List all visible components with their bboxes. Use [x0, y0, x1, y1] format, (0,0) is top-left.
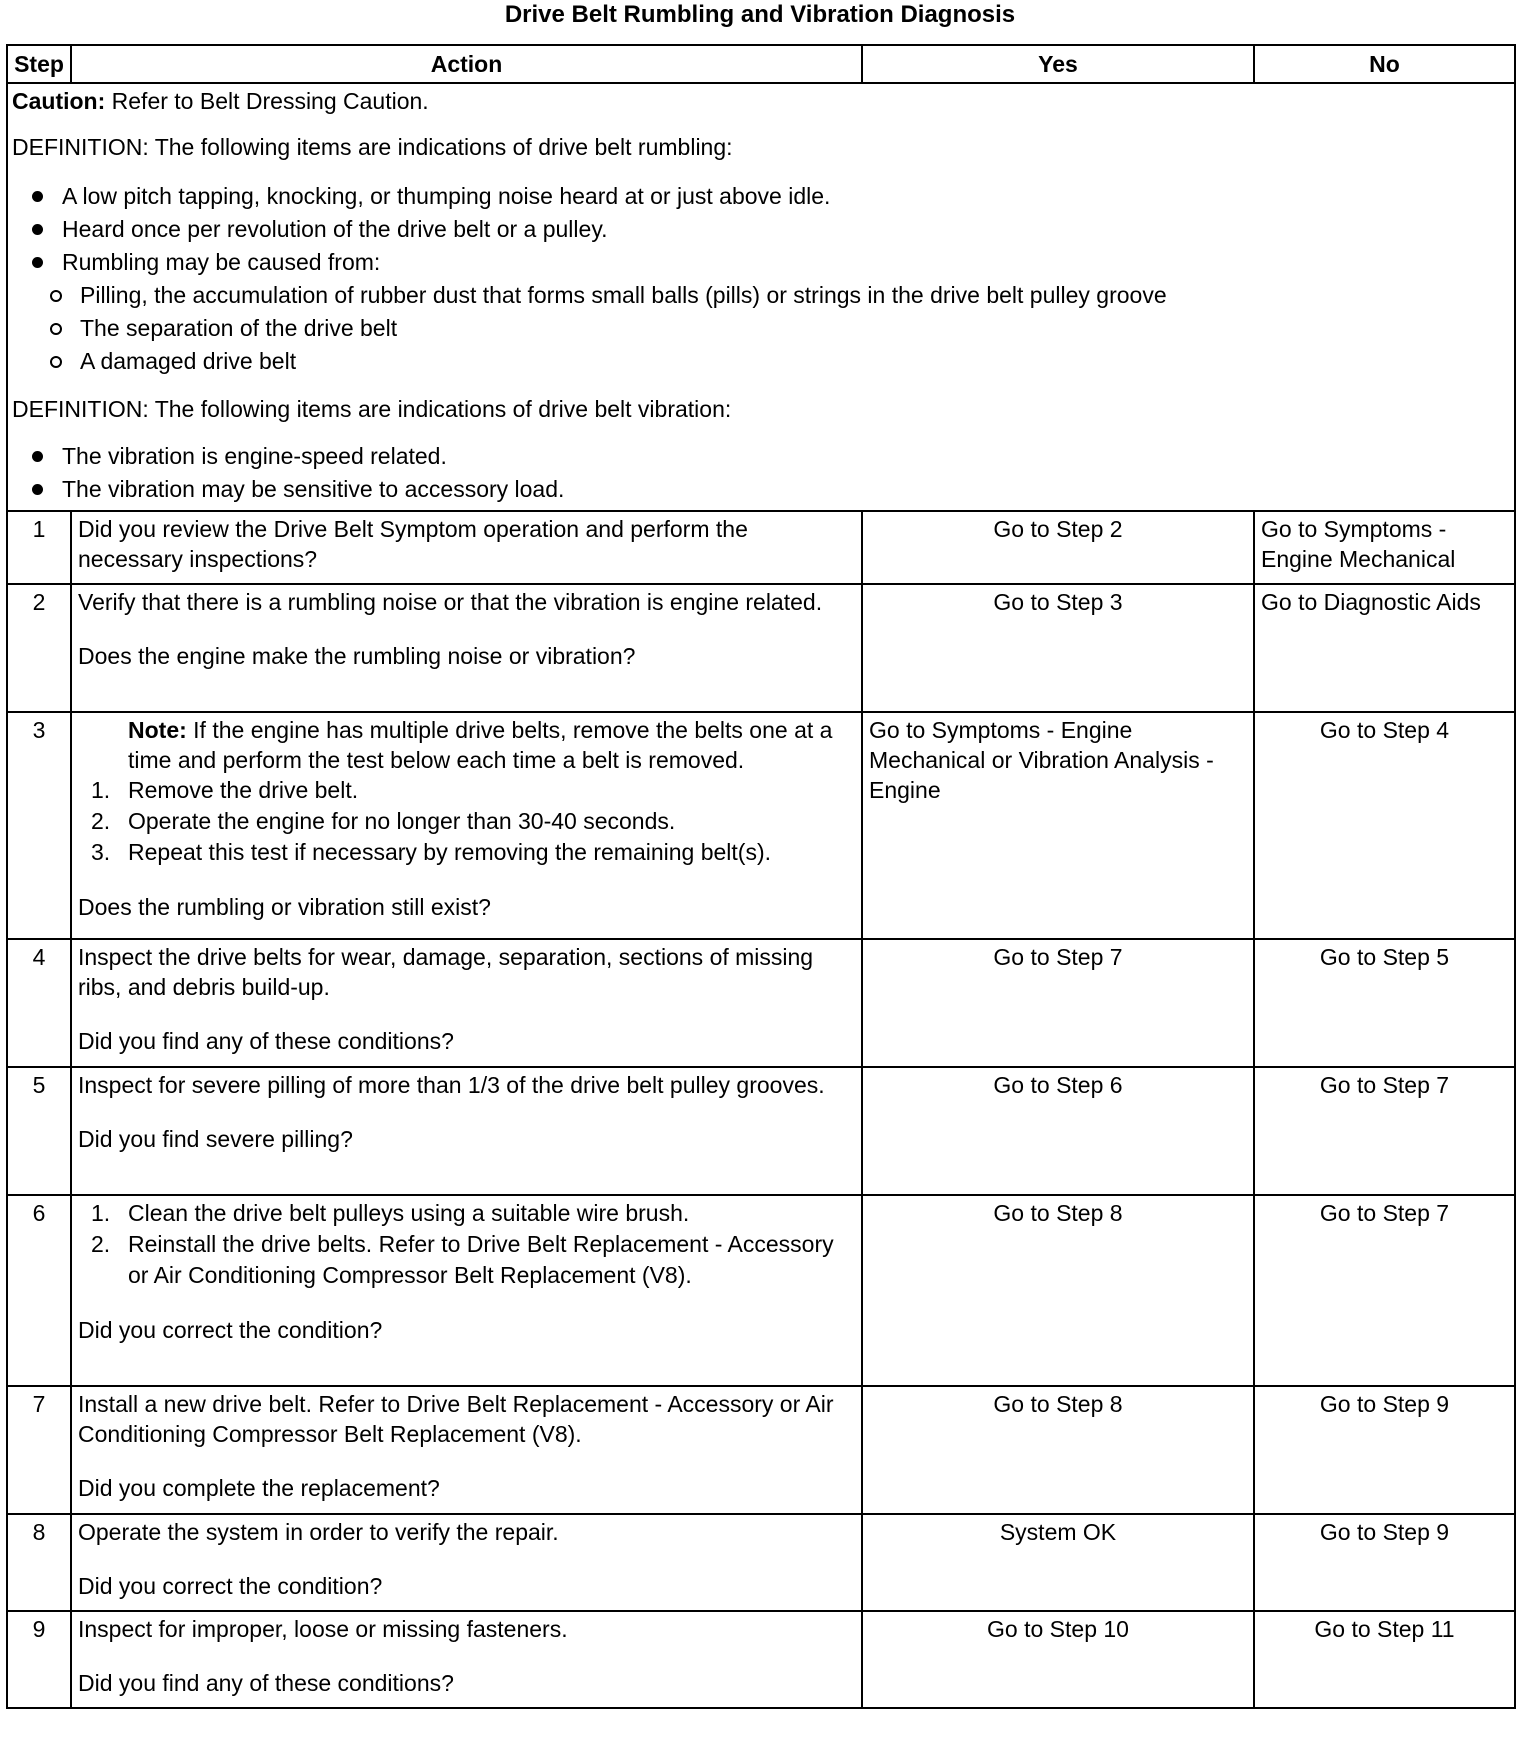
table-row: [7, 511, 1515, 584]
no-cell: Go to Symptoms - Engine Mechanical: [1254, 511, 1515, 584]
list-item: 2. Operate the engine for no longer than 30-40 seconds.: [91, 808, 676, 834]
list-item: Pilling, the accumulation of rubber dust that forms small balls (pills) or strings in the drive belt pulley groove: [46, 279, 1510, 312]
action-text: Inspect for severe pilling of more than 1/3 of the drive belt pulley grooves.: [78, 1072, 825, 1098]
step-action: [71, 712, 862, 939]
step-number: 2: [7, 584, 71, 712]
page-title: Drive Belt Rumbling and Vibration Diagnosis: [504, 1, 1016, 28]
intro-cell: [7, 83, 1515, 511]
list-item: 3. Repeat this test if necessary by removing the remaining belt(s).: [91, 839, 772, 865]
header-yes: Yes: [862, 45, 1254, 83]
yes-cell: Go to Symptoms - Engine Mechanical or Vibration Analysis - Engine: [862, 712, 1254, 939]
no-cell: Go to Step 11: [1254, 1611, 1515, 1708]
header-step: Step: [7, 45, 71, 83]
caution-label: Caution:: [12, 88, 106, 114]
no-cell: Go to Step 7: [1254, 1067, 1515, 1195]
step-number: 6: [7, 1195, 71, 1386]
no-cell: Go to Step 7: [1254, 1195, 1515, 1386]
step-action: [71, 584, 862, 712]
step-number: 5: [7, 1067, 71, 1195]
step-note: [78, 715, 855, 775]
list-item: A low pitch tapping, knocking, or thumping noise heard at or just above idle.: [28, 180, 1510, 213]
step-action: [71, 511, 862, 584]
table-row: [7, 1514, 1515, 1611]
list-item: Rumbling may be caused from:: [28, 246, 1510, 279]
step-number: 4: [7, 939, 71, 1067]
caution-line: [12, 86, 1510, 116]
table-row: [7, 1611, 1515, 1708]
list-item: A damaged drive belt: [46, 345, 1510, 378]
step-action: [71, 1195, 862, 1386]
step-number: 7: [7, 1386, 71, 1514]
step-action: [71, 1611, 862, 1708]
step-question: Did you complete the replacement?: [78, 1475, 440, 1501]
step-number: 9: [7, 1611, 71, 1708]
yes-cell: System OK: [862, 1514, 1254, 1611]
step-question: Does the rumbling or vibration still exist?: [78, 894, 491, 920]
intro-row: [7, 83, 1515, 511]
yes-cell: Go to Step 7: [862, 939, 1254, 1067]
caution-text: Refer to Belt Dressing Caution.: [105, 88, 429, 114]
no-cell: Go to Step 9: [1254, 1386, 1515, 1514]
no-cell: Go to Diagnostic Aids: [1254, 584, 1515, 712]
diagnosis-table: [6, 44, 1516, 1709]
step-instructions: [78, 775, 855, 868]
step-action: [71, 1067, 862, 1195]
list-item: 1. Clean the drive belt pulleys using a suitable wire brush.: [91, 1200, 690, 1226]
header-action: Action: [71, 45, 862, 83]
action-text: Install a new drive belt. Refer to Drive Belt Replacement - Accessory or Air Conditioning Compressor Belt Replacement (V8).: [78, 1391, 834, 1447]
vibration-list: [12, 440, 1510, 506]
list-item: Heard once per revolution of the drive belt or a pulley.: [28, 213, 1510, 246]
list-item: The vibration is engine-speed related.: [28, 440, 1510, 473]
no-cell: Go to Step 9: [1254, 1514, 1515, 1611]
step-question: Did you find any of these conditions?: [78, 1670, 454, 1696]
table-row: [7, 584, 1515, 712]
rumbling-causes-list: [12, 279, 1510, 378]
list-item: 2. Reinstall the drive belts. Refer to Drive Belt Replacement - Accessory or Air Conditioning Compressor Belt Replacement (V8).: [91, 1231, 834, 1288]
action-text: Inspect the drive belts for wear, damage, separation, sections of missing ribs, and debris build-up.: [78, 944, 814, 1000]
definition-rumbling: DEFINITION: The following items are indications of drive belt rumbling:: [12, 134, 733, 160]
table-row: [7, 1195, 1515, 1386]
step-question: Did you correct the condition?: [78, 1573, 383, 1599]
action-text: Verify that there is a rumbling noise or that the vibration is engine related.: [78, 589, 823, 615]
action-text: Did you review the Drive Belt Symptom operation and perform the necessary inspections?: [78, 516, 748, 572]
yes-cell: Go to Step 2: [862, 511, 1254, 584]
yes-cell: Go to Step 3: [862, 584, 1254, 712]
table-row: [7, 1386, 1515, 1514]
no-cell: Go to Step 5: [1254, 939, 1515, 1067]
list-item: The vibration may be sensitive to accessory load.: [28, 473, 1510, 506]
header-no: No: [1254, 45, 1515, 83]
step-question: Did you find any of these conditions?: [78, 1028, 454, 1054]
step-number: 1: [7, 511, 71, 584]
step-question: Did you find severe pilling?: [78, 1126, 353, 1152]
table-row: [7, 712, 1515, 939]
list-item: The separation of the drive belt: [46, 312, 1510, 345]
rumbling-list: [12, 180, 1510, 279]
yes-cell: Go to Step 6: [862, 1067, 1254, 1195]
note-text: If the engine has multiple drive belts, remove the belts one at a time and perform the test below each time a belt is removed.: [128, 717, 833, 773]
step-action: [71, 1386, 862, 1514]
action-text: Operate the system in order to verify the repair.: [78, 1519, 559, 1545]
step-question: Did you correct the condition?: [78, 1317, 383, 1343]
no-cell: Go to Step 4: [1254, 712, 1515, 939]
yes-cell: Go to Step 8: [862, 1386, 1254, 1514]
step-action: [71, 1514, 862, 1611]
table-row: [7, 939, 1515, 1067]
definition-vibration: DEFINITION: The following items are indications of drive belt vibration:: [12, 396, 732, 422]
step-number: 8: [7, 1514, 71, 1611]
step-action: [71, 939, 862, 1067]
note-label: Note:: [128, 717, 187, 743]
yes-cell: Go to Step 10: [862, 1611, 1254, 1708]
step-question: Does the engine make the rumbling noise or vibration?: [78, 643, 636, 669]
step-number: 3: [7, 712, 71, 939]
step-instructions: [78, 1198, 855, 1291]
table-row: [7, 1067, 1515, 1195]
table-header-row: [7, 45, 1515, 83]
list-item: 1. Remove the drive belt.: [91, 777, 359, 803]
yes-cell: Go to Step 8: [862, 1195, 1254, 1386]
action-text: Inspect for improper, loose or missing fasteners.: [78, 1616, 568, 1642]
